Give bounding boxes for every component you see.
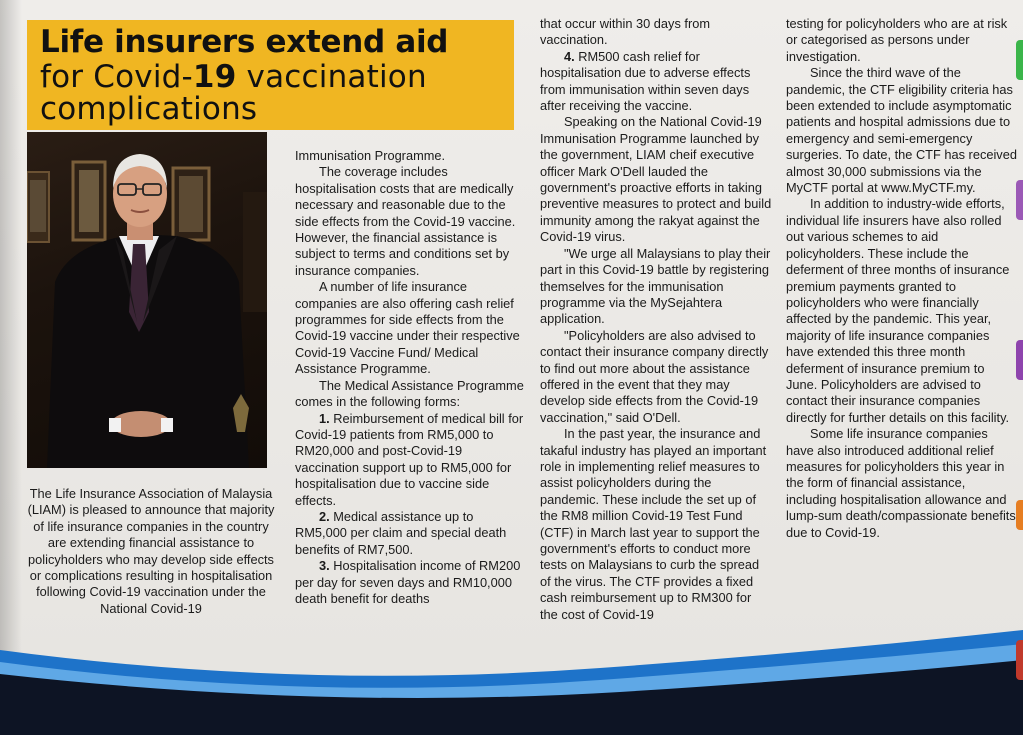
article-column-3	[786, 16, 1018, 541]
list-item: 2. Medical assistance up to RM5,000 per claim and special death benefits of RM7,500.	[295, 508, 507, 557]
paragraph: testing for policyholders who are at risk or categorised as persons under investigation.	[786, 16, 1008, 64]
paragraph: Speaking on the National Covid-19 Immunisation Programme launched by the government, LIAM cheif executive officer Mark O'Dell lauded the government's proactive efforts in taking preventive measures to protect and build immunity among the rakyat against the Covid-19 virus.	[540, 114, 772, 245]
page-edge-shadow	[0, 0, 22, 660]
headline-line-1: Life insurers extend aid	[40, 24, 449, 60]
article-column-1	[295, 148, 525, 607]
paragraph: A number of life insurance companies are also offering cash relief programmes for side effects from the Covid-19 vaccine under their respective Covid-19 Vaccine Fund/ Medical Assistance Programme.	[295, 279, 520, 377]
headline-line-2: for Covid-19 vaccination	[40, 59, 427, 95]
headline	[40, 23, 510, 125]
paragraph: that occur within 30 days from vaccination.	[540, 16, 710, 48]
paragraph: Immunisation Programme.	[295, 148, 446, 163]
paragraph: The coverage includes hospitalisation costs that are medically necessary and reasonable due to the side effects from the Covid-19 vaccine. However, the financial assistance is subject to terms and conditions set by insurance companies.	[295, 164, 516, 278]
article-column-2	[540, 16, 772, 623]
paragraph: "We urge all Malaysians to play their part in this Covid-19 battle by registering themselves for the immunisation programme via the MySejahtera application.	[540, 245, 771, 327]
paragraph: The Medical Assistance Programme comes in the following forms:	[295, 377, 524, 410]
list-item: 3. Hospitalisation income of RM200 per day for seven days and RM10,000 death benefit for deaths	[295, 558, 521, 606]
paragraph: Since the third wave of the pandemic, the CTF eligibility criteria has been extended to include asymptomatic patients and hospital admissions due to emergency and semi-emergency surgeries. To date, the CTF has received almost 30,000 submissions via the MyCTF portal at www.MyCTF.my.	[786, 65, 1017, 196]
portrait-illustration	[27, 132, 267, 468]
paragraph: Some life insurance companies have also introduced additional relief measures for policyholders this year in the form of financial assistance, including hospitalisation allowance and lump-sum death/compassionate benefits due to Covid-19.	[786, 426, 1016, 540]
paragraph: In the past year, the insurance and takaful industry has played an important role in implementing relief measures to assist policyholders during the pandemic. These include the set up of the RM8 million Covid-19 Test Fund (CTF) in March last year to support the government's efforts to conduct more tests on Malaysians to curb the spread of the virus. The CTF provides a fixed cash reimbursement up to RM300 for the cost of Covid-19	[540, 426, 767, 622]
list-item: 1. Reimbursement of medical bill for Covid-19 patients from RM5,000 to RM20,000 and post-Covid-19 vaccination support up to RM5,000 for hospitalisation due to vaccine side effects.	[295, 410, 524, 508]
list-item: 4. RM500 cash relief for hospitalisation due to adverse effects from immunisation within seven days after receiving the vaccine.	[540, 48, 751, 114]
footer-swoosh	[0, 610, 1023, 735]
paragraph: In addition to industry-wide efforts, individual life insurers have also rolled out various schemes to aid policyholders. These include the deferment of three months of insurance premium payments granted to policyholders who were financially affected by the pandemic. This year, majority of life insurance companies have extended this three month deferment of insurance premium to June. Policyholders are advised to contact their insurance companies directly for further details on this facility.	[786, 196, 1010, 425]
headline-line-3: complications	[40, 91, 258, 127]
paragraph: "Policyholders are also advised to contact their insurance company directly to find out more about the assistance offered in the event that they may develop side effects from the Covid-19 vaccination," said O'Dell.	[540, 327, 769, 425]
portrait-photo	[27, 132, 267, 468]
photo-caption: The Life Insurance Association of Malaysia (LIAM) is pleased to announce that majority of life insurance companies in the country are extending financial assistance to policyholders who may develop side effects or complications resulting in hospitalisation following Covid-19 vaccination under the National Covid-19	[27, 486, 275, 616]
